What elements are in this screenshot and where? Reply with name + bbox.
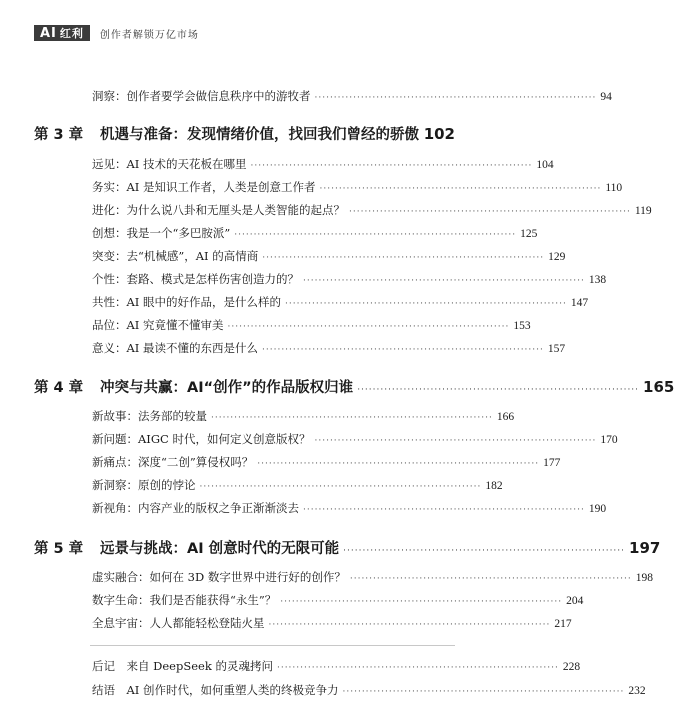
- toc-entry-label: 突变：去“机械感”，AI 的高情商: [92, 249, 259, 263]
- dot-leader: ·········································································: [343, 546, 626, 556]
- dot-leader: ·········································································: [319, 184, 602, 194]
- toc-entry-page: 177: [543, 457, 561, 469]
- toc-entry-label: 新视角：内容产业的版权之争正渐渐淡去: [92, 501, 299, 515]
- toc-entry-page: 217: [554, 618, 572, 630]
- toc-entry-page: 166: [496, 411, 515, 423]
- toc-entry-label: 虚实融合：如何在 3D 数字世界中进行好的创作？: [92, 570, 346, 584]
- toc-entry-page: 110: [605, 182, 623, 194]
- toc-entry[interactable]: [92, 317, 531, 333]
- chapter-title: 远景与挑战：AI 创意时代的无限可能: [100, 541, 340, 557]
- dot-leader: ·········································································: [349, 207, 631, 217]
- toc-entry-page: 119: [634, 205, 652, 217]
- toc-entry[interactable]: [92, 248, 566, 264]
- toc-entry-page: 125: [520, 228, 538, 240]
- toc-entry-conclusion[interactable]: [92, 682, 646, 698]
- toc-entry-page: 228: [562, 661, 581, 673]
- brand-word: 红利: [59, 27, 84, 40]
- toc-entry-page: 138: [588, 274, 607, 286]
- dot-leader: ·········································································: [303, 276, 585, 286]
- toc-entry[interactable]: [92, 88, 612, 104]
- dot-leader: ·········································································: [234, 230, 517, 240]
- toc-entry[interactable]: [92, 569, 653, 585]
- dot-leader: ·········································································: [262, 345, 544, 355]
- toc-entry[interactable]: [92, 408, 515, 424]
- dot-leader: ·········································································: [262, 253, 545, 263]
- chapter-3-heading[interactable]: [34, 123, 455, 145]
- toc-entry-label: 全息宇宙：人人都能轻松登陆火星: [92, 616, 265, 630]
- toc-entry-page: 190: [588, 503, 607, 515]
- dot-leader: ·········································································: [268, 620, 551, 630]
- chapter-number: 第 4 章: [34, 380, 84, 396]
- toc-entry-page: 182: [485, 480, 503, 492]
- toc-entry-label: 结语 AI 创作时代，如何重塑人类的终极竞争力: [92, 683, 339, 697]
- toc-entry-label: 新洞察：原创的悖论: [92, 478, 196, 492]
- toc-entry-label: 新故事：法务部的较量: [92, 409, 207, 423]
- dot-leader: ·········································································: [211, 413, 493, 423]
- dot-leader: ·········································································: [314, 93, 597, 103]
- toc-entry[interactable]: [92, 271, 607, 287]
- toc-entry-label: 品位：AI 究竟懂不懂审美: [92, 318, 224, 332]
- toc-entry-afterword[interactable]: [92, 658, 581, 674]
- toc-entry-page: 232: [628, 685, 646, 697]
- toc-entry-label: 洞察：创作者要学会做信息秩序中的游牧者: [92, 89, 311, 103]
- toc-entry[interactable]: [92, 340, 566, 356]
- toc-entry-page: 198: [635, 572, 653, 584]
- dot-leader: ·········································································: [276, 663, 559, 673]
- header-subtitle: 创作者解锁万亿市场: [99, 29, 199, 41]
- dot-leader: ·········································································: [257, 459, 540, 469]
- dot-leader: ·········································································: [227, 322, 510, 332]
- toc-entry-label: 新问题：AIGC 时代，如何定义创意版权？: [92, 432, 311, 446]
- dot-leader: ·········································································: [357, 385, 640, 395]
- toc-entry-label: 务实：AI 是知识工作者，人类是创意工作者: [92, 180, 316, 194]
- toc-entry-label: 个性：套路、模式是怎样伤害创造力的？: [92, 272, 299, 286]
- toc-entry-page: 94: [600, 91, 612, 103]
- brand-ai: AI: [40, 25, 57, 41]
- section-divider: [90, 645, 455, 646]
- toc-entry-label: 创想：我是一个“多巴胺派”: [92, 226, 231, 240]
- toc-entry[interactable]: [92, 592, 584, 608]
- book-brand-badge: [34, 25, 90, 41]
- dot-leader: ·········································································: [342, 687, 625, 697]
- toc-entry-label: 后记 来自 DeepSeek 的灵魂拷问: [92, 659, 273, 673]
- chapter-5-heading[interactable]: [34, 537, 661, 559]
- toc-entry-label: 进化：为什么说八卦和无厘头是人类智能的起点？: [92, 203, 345, 217]
- toc-entry[interactable]: [92, 615, 572, 631]
- chapter-title: 机遇与准备：发现情绪价值，找回我们曾经的骄傲: [100, 127, 419, 143]
- chapter-number: 第 5 章: [34, 541, 84, 557]
- toc-entry-page: 129: [548, 251, 566, 263]
- chapter-number: 第 3 章: [34, 127, 84, 143]
- toc-entry[interactable]: [92, 294, 589, 310]
- toc-entry[interactable]: [92, 156, 554, 172]
- chapter-title: 冲突与共赢：AI“创作”的作品版权归谁: [100, 380, 354, 396]
- dot-leader: ·········································································: [314, 436, 597, 446]
- toc-entry-page: 104: [536, 159, 554, 171]
- dot-leader: ·········································································: [349, 574, 632, 584]
- dot-leader: ·········································································: [280, 597, 563, 607]
- toc-entry[interactable]: [92, 179, 623, 195]
- toc-entry-label: 新痛点：深度“二创”算侵权吗？: [92, 455, 254, 469]
- toc-entry-page: 147: [570, 297, 589, 309]
- chapter-page: 165: [643, 378, 674, 396]
- chapter-page: 197: [629, 539, 661, 557]
- toc-entry-label: 意义：AI 最读不懂的东西是什么: [92, 341, 259, 355]
- toc-entry[interactable]: [92, 477, 503, 493]
- toc-entry[interactable]: [92, 454, 561, 470]
- chapter-page: 102: [423, 125, 455, 143]
- toc-entry-label: 远见：AI 技术的天花板在哪里: [92, 157, 247, 171]
- toc-entry-page: 157: [547, 343, 566, 355]
- chapter-4-heading[interactable]: [34, 376, 674, 398]
- toc-entry-page: 204: [566, 595, 584, 607]
- dot-leader: ·········································································: [250, 161, 533, 171]
- toc-entry[interactable]: [92, 225, 538, 241]
- toc-entry-page: 170: [600, 434, 618, 446]
- toc-entry[interactable]: [92, 202, 652, 218]
- toc-entry-page: 153: [513, 320, 531, 332]
- running-header: [34, 23, 199, 43]
- toc-entry[interactable]: [92, 500, 607, 516]
- toc-entry-label: 数字生命：我们是否能获得“永生”？: [92, 593, 277, 607]
- dot-leader: ·········································································: [199, 482, 482, 492]
- toc-entry[interactable]: [92, 431, 618, 447]
- dot-leader: ·········································································: [303, 505, 585, 515]
- toc-entry-label: 共性：AI 眼中的好作品，是什么样的: [92, 295, 282, 309]
- dot-leader: ·········································································: [285, 299, 567, 309]
